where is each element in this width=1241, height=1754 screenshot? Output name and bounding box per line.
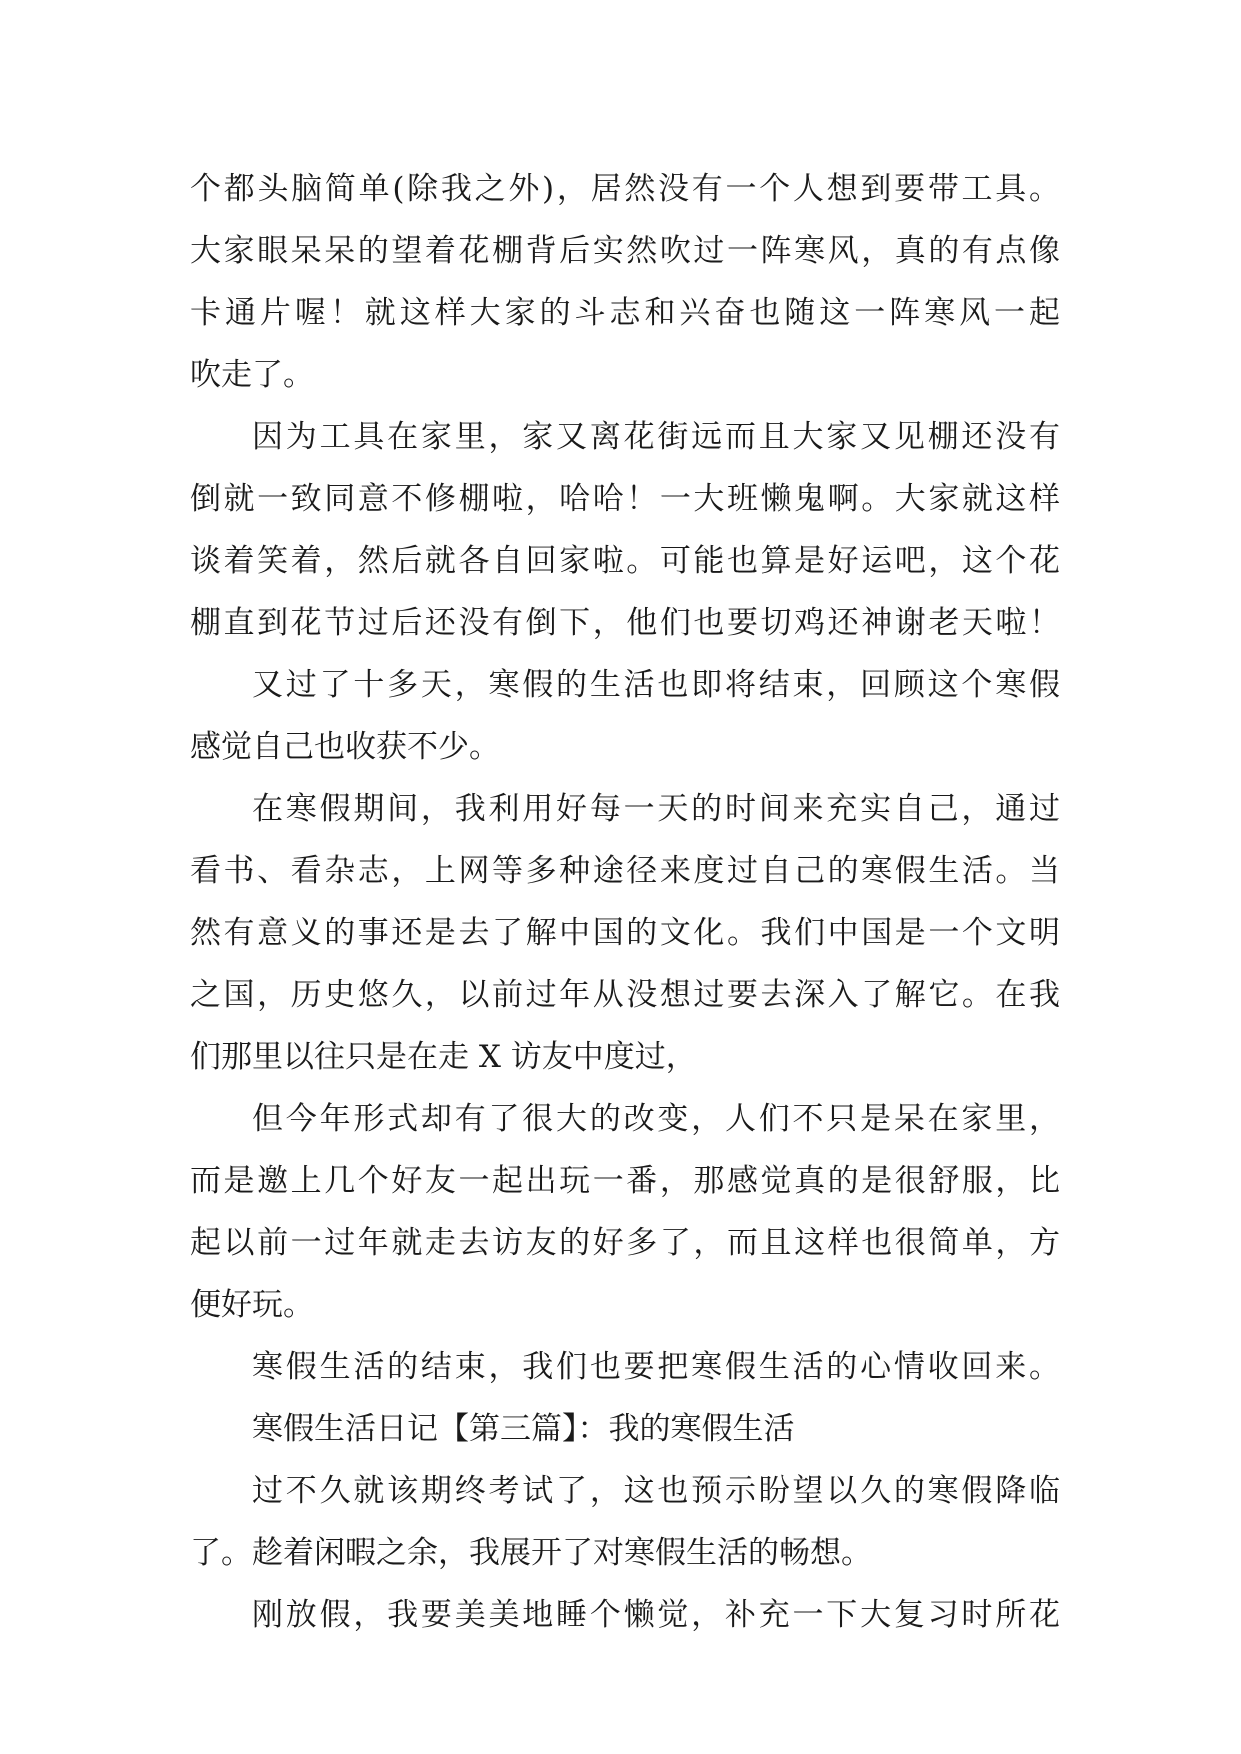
text-line: 大家眼呆呆的望着花棚背后实然吹过一阵寒风，真的有点像 [190,233,1060,269]
text-line: 但今年形式却有了很大的改变，人们不只是呆在家里， [252,1101,1060,1137]
text-line: 过不久就该期终考试了，这也预示盼望以久的寒假降临 [252,1473,1060,1509]
text-line: 了。趁着闲暇之余，我展开了对寒假生活的畅想。 [190,1535,872,1571]
text-line: 卡通片喔！就这样大家的斗志和兴奋也随这一阵寒风一起 [190,295,1060,331]
text-line: 个都头脑简单(除我之外)，居然没有一个人想到要带工具。 [190,171,1060,207]
text-line: 吹走了。 [190,357,314,393]
text-line: 寒假生活的结束，我们也要把寒假生活的心情收回来。 [252,1349,1060,1385]
text-line: 因为工具在家里，家又离花街远而且大家又见棚还没有 [252,419,1060,455]
text-line: 之国，历史悠久，以前过年从没想过要去深入了解它。在我 [190,977,1060,1013]
text-line: 又过了十多天，寒假的生活也即将结束，回顾这个寒假 [252,667,1060,703]
text-line: 们那里以往只是在走 X 访友中度过， [190,1039,697,1075]
text-line: 便好玩。 [190,1287,314,1323]
text-line: 而是邀上几个好友一起出玩一番，那感觉真的是很舒服，比 [190,1163,1060,1199]
text-line: 看书、看杂志，上网等多种途径来度过自己的寒假生活。当 [190,853,1060,889]
text-line: 然有意义的事还是去了解中国的文化。我们中国是一个文明 [190,915,1060,951]
text-line: 在寒假期间，我利用好每一天的时间来充实自己，通过 [252,791,1060,827]
text-line: 倒就一致同意不修棚啦，哈哈！一大班懒鬼啊。大家就这样 [190,481,1060,517]
body-text [190,158,1060,1646]
text-line: 感觉自己也收获不少。 [190,729,500,765]
text-line: 起以前一过年就走去访友的好多了，而且这样也很简单，方 [190,1225,1060,1261]
text-line: 谈着笑着，然后就各自回家啦。可能也算是好运吧，这个花 [190,543,1060,579]
text-line: 刚放假，我要美美地睡个懒觉，补充一下大复习时所花 [252,1597,1060,1633]
text-line: 棚直到花节过后还没有倒下，他们也要切鸡还神谢老天啦！ [190,605,1060,641]
text-line: 寒假生活日记【第三篇】：我的寒假生活 [252,1411,795,1447]
